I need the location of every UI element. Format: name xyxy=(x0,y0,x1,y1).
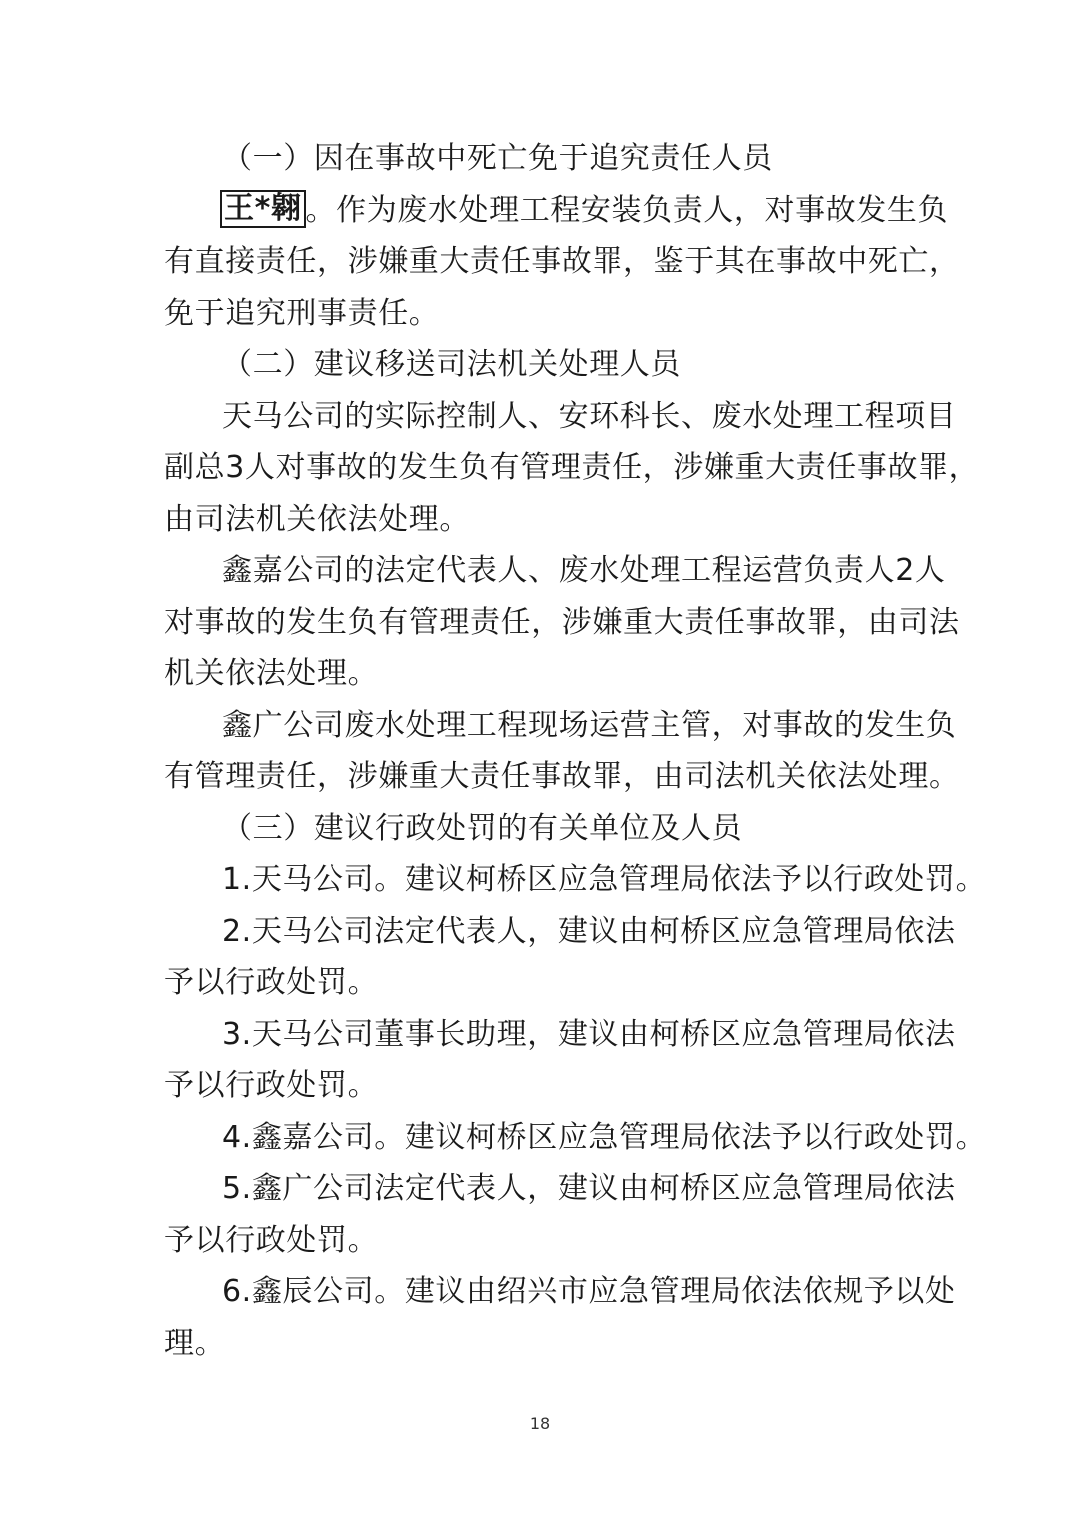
paragraph-line: 机关依法处理。 xyxy=(164,656,379,691)
paragraph-line: 鑫嘉公司的法定代表人、废水处理工程运营负责人2人 xyxy=(222,553,946,588)
list-item: 3.天马公司董事长助理，建议由柯桥区应急管理局依法 xyxy=(222,1016,956,1052)
paragraph-line: 天马公司的实际控制人、安环科长、废水处理工程项目 xyxy=(222,398,957,434)
page-number: 18 xyxy=(529,1414,551,1433)
list-item: 6.鑫辰公司。建议由绍兴市应急管理局依法依规予以处 xyxy=(222,1274,956,1309)
paragraph-line: 免于追究刑事责任。 xyxy=(164,295,440,331)
highlighted-name: 王*翱 xyxy=(220,190,306,228)
list-item-continuation: 予以行政处罚。 xyxy=(164,1068,379,1103)
paragraph-line xyxy=(164,185,949,237)
list-item: 5.鑫广公司法定代表人，建议由柯桥区应急管理局依法 xyxy=(222,1171,956,1206)
paragraph-line: 鑫广公司废水处理工程现场运营主管，对事故的发生负 xyxy=(222,707,957,743)
paragraph-line: 由司法机关依法处理。 xyxy=(164,501,470,537)
paragraph-line: 有管理责任，涉嫌重大责任事故罪，由司法机关依法处理。 xyxy=(164,759,960,794)
paragraph-line: 对事故的发生负有管理责任，涉嫌重大责任事故罪，由司法 xyxy=(164,604,960,640)
section-heading-1: （一）因在事故中死亡免于追究责任人员 xyxy=(222,141,773,176)
list-item: 1.天马公司。建议柯桥区应急管理局依法予以行政处罚。 xyxy=(222,862,987,897)
list-item-continuation: 予以行政处罚。 xyxy=(164,1222,379,1258)
paragraph-line: 副总3人对事故的发生负有管理责任，涉嫌重大责任事故罪， xyxy=(164,450,980,485)
list-item-continuation: 予以行政处罚。 xyxy=(164,965,379,1000)
list-item: 2.天马公司法定代表人，建议由柯桥区应急管理局依法 xyxy=(222,913,956,949)
section-heading-2: （二）建议移送司法机关处理人员 xyxy=(222,347,681,382)
list-item-continuation: 理。 xyxy=(164,1325,226,1361)
document-body xyxy=(164,133,987,1369)
paragraph-line: 有直接责任，涉嫌重大责任事故罪，鉴于其在事故中死亡， xyxy=(164,244,960,279)
list-item: 4.鑫嘉公司。建议柯桥区应急管理局依法予以行政处罚。 xyxy=(222,1119,987,1155)
section-heading-3: （三）建议行政处罚的有关单位及人员 xyxy=(222,810,743,846)
paragraph-text: 。作为废水处理工程安装负责人，对事故发生负 xyxy=(305,192,949,228)
